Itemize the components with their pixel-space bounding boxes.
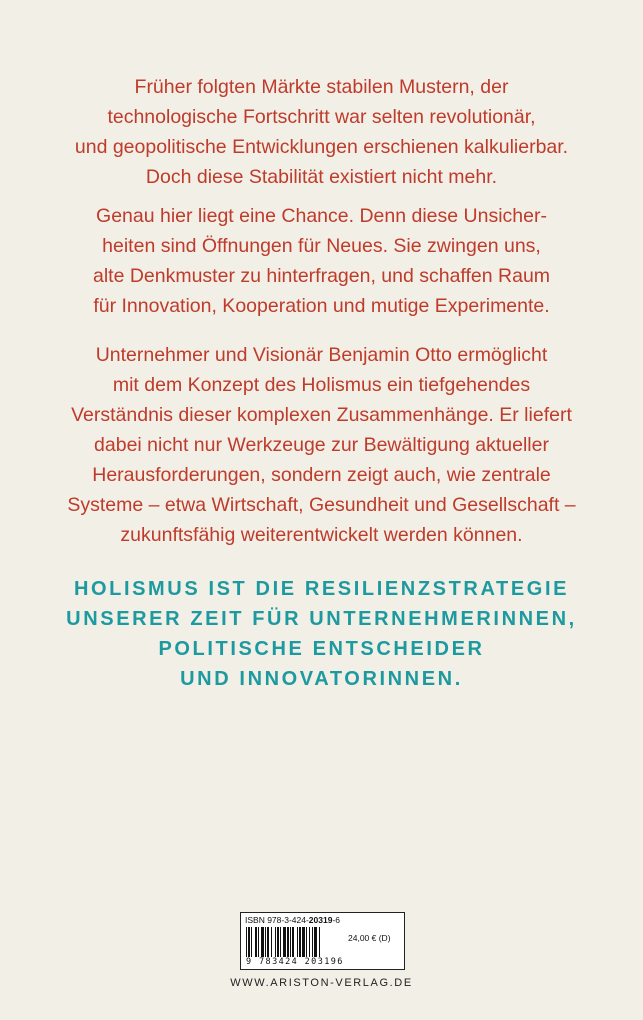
tagline-line: UND INNOVATORINNEN. <box>180 668 463 690</box>
publisher-website: WWW.ARISTON-VERLAG.DE <box>230 977 413 989</box>
text-line: für Innovation, Kooperation und mutige Experimente. <box>93 295 550 317</box>
isbn-prefix: ISBN 978-3-424- <box>245 915 309 925</box>
barcode-icon <box>246 927 342 957</box>
text-line: zukunftsfähig weiterentwickelt werden können. <box>120 524 523 546</box>
text-line: technologische Fortschritt war selten revolutionär, <box>107 106 536 128</box>
isbn-suffix: -6 <box>332 915 340 925</box>
text-line: Doch diese Stabilität existiert nicht mehr. <box>145 166 498 188</box>
isbn-text <box>245 915 340 925</box>
text-line: und geopolitische Entwicklungen erschienen kalkulierbar. <box>74 136 569 158</box>
tagline-line: UNSERER ZEIT FÜR UNTERNEHMERINNEN, <box>66 608 577 630</box>
author-paragraph <box>40 340 603 550</box>
isbn-bold: 20319 <box>308 915 333 925</box>
price-label: 24,00 € (D) <box>348 933 391 943</box>
text-line: Unternehmer und Visionär Benjamin Otto ermöglicht <box>95 344 548 366</box>
text-line: Verständnis dieser komplexen Zusammenhänge. Er liefert <box>71 404 572 426</box>
barcode-label <box>240 912 405 970</box>
intro-paragraph <box>40 72 603 192</box>
text-line: alte Denkmuster zu hinterfragen, und schaffen Raum <box>92 265 551 287</box>
tagline-line: POLITISCHE ENTSCHEIDER <box>158 638 485 660</box>
tagline <box>30 574 613 694</box>
text-line: Herausforderungen, sondern zeigt auch, wie zentrale <box>92 464 551 486</box>
text-line: Systeme – etwa Wirtschaft, Gesundheit und Gesellschaft – <box>67 494 576 516</box>
text-line: dabei nicht nur Werkzeuge zur Bewältigung aktueller <box>94 434 549 456</box>
text-line: Genau hier liegt eine Chance. Denn diese Unsicher- <box>96 205 547 227</box>
text-line: Früher folgten Märkte stabilen Mustern, der <box>134 76 509 98</box>
tagline-line: HOLISMUS IST DIE RESILIENZSTRATEGIE <box>73 578 570 600</box>
text-line: heiten sind Öffnungen für Neues. Sie zwingen uns, <box>102 235 541 257</box>
text-line: mit dem Konzept des Holismus ein tiefgehendes <box>112 374 531 396</box>
barcode-digits: 9 783424 203196 <box>246 957 344 967</box>
chance-paragraph <box>40 201 603 321</box>
